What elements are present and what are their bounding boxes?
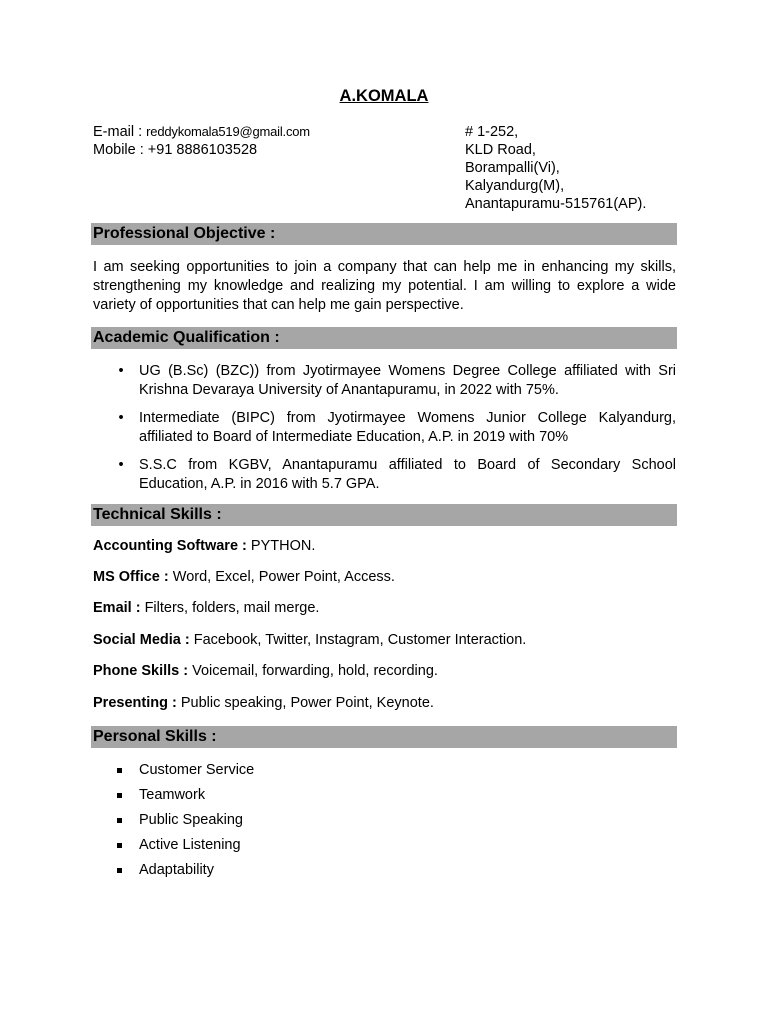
personal-item — [93, 761, 254, 786]
postal-address — [465, 123, 705, 213]
personal-item-text: Adaptability — [139, 862, 214, 878]
address-line: Kalyandurg(M), — [465, 178, 565, 194]
bullet-icon: • — [118, 457, 124, 473]
email-address: reddykomala519@gmail.com — [146, 124, 310, 139]
skill-value: PYTHON. — [250, 538, 316, 554]
candidate-name: A.KOMALA — [339, 87, 429, 105]
personal-heading: Personal Skills : — [91, 726, 677, 748]
skill-ms-office — [93, 568, 676, 586]
square-bullet-icon — [117, 818, 122, 823]
academic-item-text: UG (B.Sc) (BZC)) from Jyotirmayee Womens Degree College affiliated with Sri Krishna Devaraya University of Anantapuramu, in 2022 with 75%. — [139, 363, 676, 398]
academic-heading: Academic Qualification : — [91, 327, 677, 349]
skill-email — [93, 599, 676, 617]
personal-list — [93, 761, 254, 886]
skill-value: Word, Excel, Power Point, Access. — [172, 569, 395, 585]
academic-item-text: S.S.C from KGBV, Anantapuramu affiliated to Board of Secondary School Education, A.P. in 2016 with 5.7 GPA. — [139, 457, 676, 492]
email-label: E-mail : — [93, 124, 147, 140]
skill-social-media — [93, 631, 676, 649]
skill-value: Filters, folders, mail merge. — [144, 600, 320, 616]
objective-heading: Professional Objective : — [91, 223, 677, 245]
square-bullet-icon — [117, 868, 122, 873]
address-line: Anantapuramu-515761(AP). — [465, 196, 647, 212]
personal-item-text: Public Speaking — [139, 812, 243, 828]
skill-presenting — [93, 694, 676, 712]
square-bullet-icon — [117, 843, 122, 848]
skill-phone — [93, 662, 676, 680]
skill-label: Social Media : — [93, 632, 194, 648]
technical-heading: Technical Skills : — [91, 504, 677, 526]
skill-label: Phone Skills : — [93, 663, 193, 679]
skill-label: Accounting Software : — [93, 538, 251, 554]
personal-item-text: Customer Service — [139, 762, 255, 778]
skill-accounting — [93, 537, 676, 555]
contact-info — [93, 123, 453, 159]
academic-list — [93, 362, 676, 503]
objective-text: I am seeking opportunities to join a company that can help me in enhancing my skills, strengthening my knowledge and realizing my potential. I am willing to explore a wide variety of opportunities that can help me gain perspective. — [93, 259, 676, 313]
skill-label: MS Office : — [93, 569, 173, 585]
email-row — [93, 123, 453, 141]
mobile-row: Mobile : +91 8886103528 — [93, 142, 258, 158]
academic-item — [93, 456, 676, 494]
personal-item — [93, 786, 254, 811]
personal-item — [93, 836, 254, 861]
skill-value: Facebook, Twitter, Instagram, Customer Interaction. — [193, 632, 527, 648]
skill-value: Public speaking, Power Point, Keynote. — [180, 695, 434, 711]
personal-item-text: Teamwork — [139, 787, 206, 803]
address-line: # 1-252, — [465, 124, 519, 140]
academic-item — [93, 362, 676, 400]
personal-item-text: Active Listening — [139, 837, 241, 853]
academic-item — [93, 409, 676, 447]
address-line: Borampalli(Vi), — [465, 160, 560, 176]
skill-label: Email : — [93, 600, 145, 616]
bullet-icon: • — [118, 363, 124, 379]
personal-item — [93, 811, 254, 836]
bullet-icon: • — [118, 410, 124, 426]
address-line: KLD Road, — [465, 142, 536, 158]
academic-item-text: Intermediate (BIPC) from Jyotirmayee Womens Junior College Kalyandurg, affiliated to Board of Intermediate Education, A.P. in 2019 with 70% — [139, 410, 676, 445]
skill-label: Presenting : — [93, 695, 181, 711]
personal-item — [93, 861, 254, 886]
square-bullet-icon — [117, 768, 122, 773]
square-bullet-icon — [117, 793, 122, 798]
skill-value: Voicemail, forwarding, hold, recording. — [192, 663, 438, 679]
